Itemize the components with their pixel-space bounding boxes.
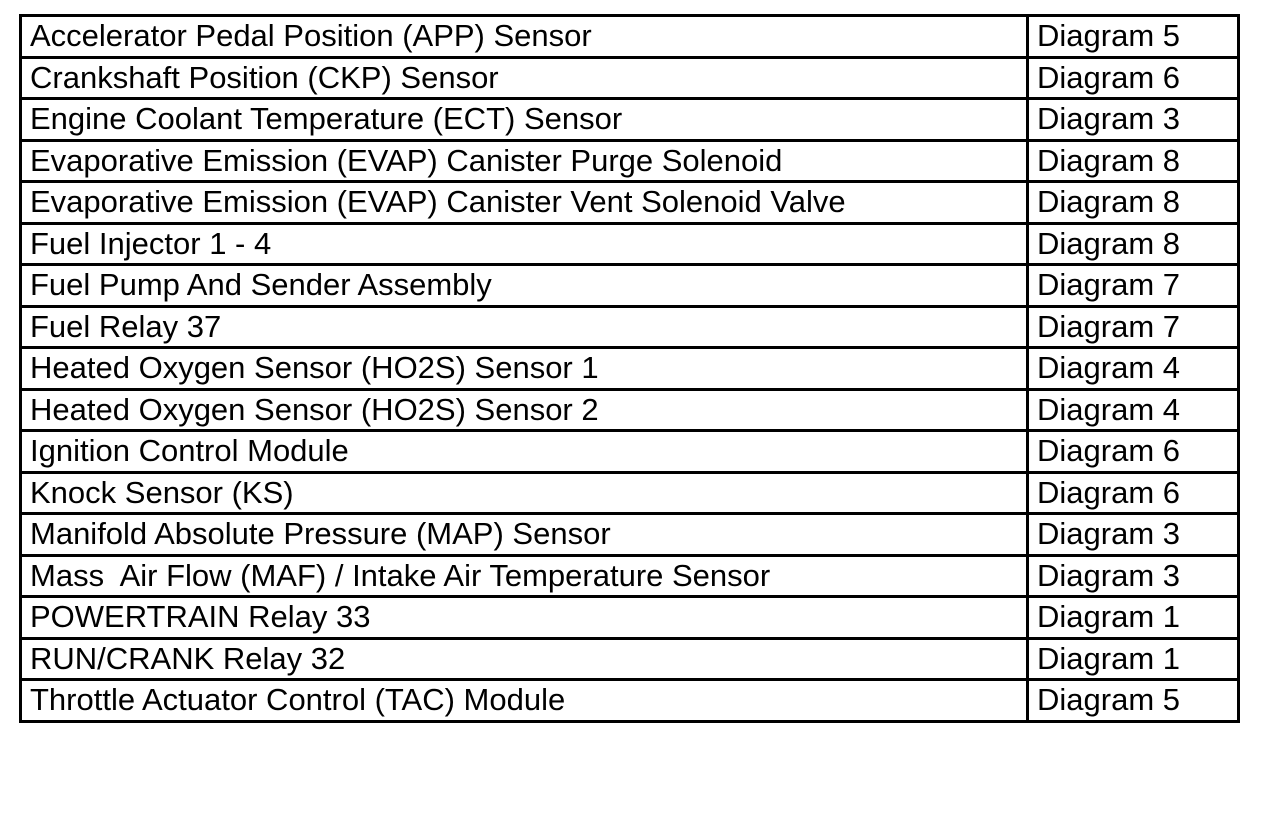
table-row	[21, 223, 1239, 265]
table-row	[21, 182, 1239, 224]
component-name-cell: Ignition Control Module	[21, 431, 1028, 473]
diagram-reference-cell: Diagram 3	[1028, 555, 1239, 597]
diagram-reference-cell: Diagram 6	[1028, 472, 1239, 514]
component-name-cell: Evaporative Emission (EVAP) Canister Vent Solenoid Valve	[21, 182, 1028, 224]
table-row	[21, 348, 1239, 390]
component-name-cell: Fuel Injector 1 - 4	[21, 223, 1028, 265]
component-name-cell: Heated Oxygen Sensor (HO2S) Sensor 1	[21, 348, 1028, 390]
diagram-reference-cell: Diagram 5	[1028, 16, 1239, 58]
component-name-cell: Manifold Absolute Pressure (MAP) Sensor	[21, 514, 1028, 556]
component-diagram-table	[19, 14, 1240, 723]
diagram-reference-cell: Diagram 8	[1028, 140, 1239, 182]
table-row	[21, 431, 1239, 473]
table-row	[21, 265, 1239, 307]
diagram-reference-cell: Diagram 7	[1028, 265, 1239, 307]
table-row	[21, 680, 1239, 722]
table-body	[21, 16, 1239, 722]
diagram-reference-cell: Diagram 3	[1028, 99, 1239, 141]
diagram-reference-cell: Diagram 8	[1028, 223, 1239, 265]
component-name-cell: Knock Sensor (KS)	[21, 472, 1028, 514]
diagram-reference-cell: Diagram 8	[1028, 182, 1239, 224]
component-name-cell: Engine Coolant Temperature (ECT) Sensor	[21, 99, 1028, 141]
component-name-cell: Fuel Relay 37	[21, 306, 1028, 348]
component-name-cell: Accelerator Pedal Position (APP) Sensor	[21, 16, 1028, 58]
table-row	[21, 389, 1239, 431]
diagram-reference-cell: Diagram 4	[1028, 348, 1239, 390]
diagram-reference-cell: Diagram 4	[1028, 389, 1239, 431]
diagram-reference-cell: Diagram 3	[1028, 514, 1239, 556]
diagram-reference-cell: Diagram 1	[1028, 638, 1239, 680]
component-name-cell: POWERTRAIN Relay 33	[21, 597, 1028, 639]
component-name-cell: Heated Oxygen Sensor (HO2S) Sensor 2	[21, 389, 1028, 431]
diagram-reference-cell: Diagram 6	[1028, 57, 1239, 99]
component-name-cell: Evaporative Emission (EVAP) Canister Purge Solenoid	[21, 140, 1028, 182]
diagram-reference-cell: Diagram 6	[1028, 431, 1239, 473]
table-row	[21, 555, 1239, 597]
table-row	[21, 514, 1239, 556]
table-row	[21, 597, 1239, 639]
table-row	[21, 306, 1239, 348]
diagram-reference-cell: Diagram 7	[1028, 306, 1239, 348]
diagram-reference-cell: Diagram 1	[1028, 597, 1239, 639]
diagram-reference-cell: Diagram 5	[1028, 680, 1239, 722]
table-row	[21, 16, 1239, 58]
table-row	[21, 638, 1239, 680]
component-name-cell: Throttle Actuator Control (TAC) Module	[21, 680, 1028, 722]
table-row	[21, 99, 1239, 141]
component-name-cell: Mass Air Flow (MAF) / Intake Air Temperature Sensor	[21, 555, 1028, 597]
table-row	[21, 140, 1239, 182]
component-name-cell: RUN/CRANK Relay 32	[21, 638, 1028, 680]
table-row	[21, 472, 1239, 514]
table-row	[21, 57, 1239, 99]
component-name-cell: Crankshaft Position (CKP) Sensor	[21, 57, 1028, 99]
component-name-cell: Fuel Pump And Sender Assembly	[21, 265, 1028, 307]
